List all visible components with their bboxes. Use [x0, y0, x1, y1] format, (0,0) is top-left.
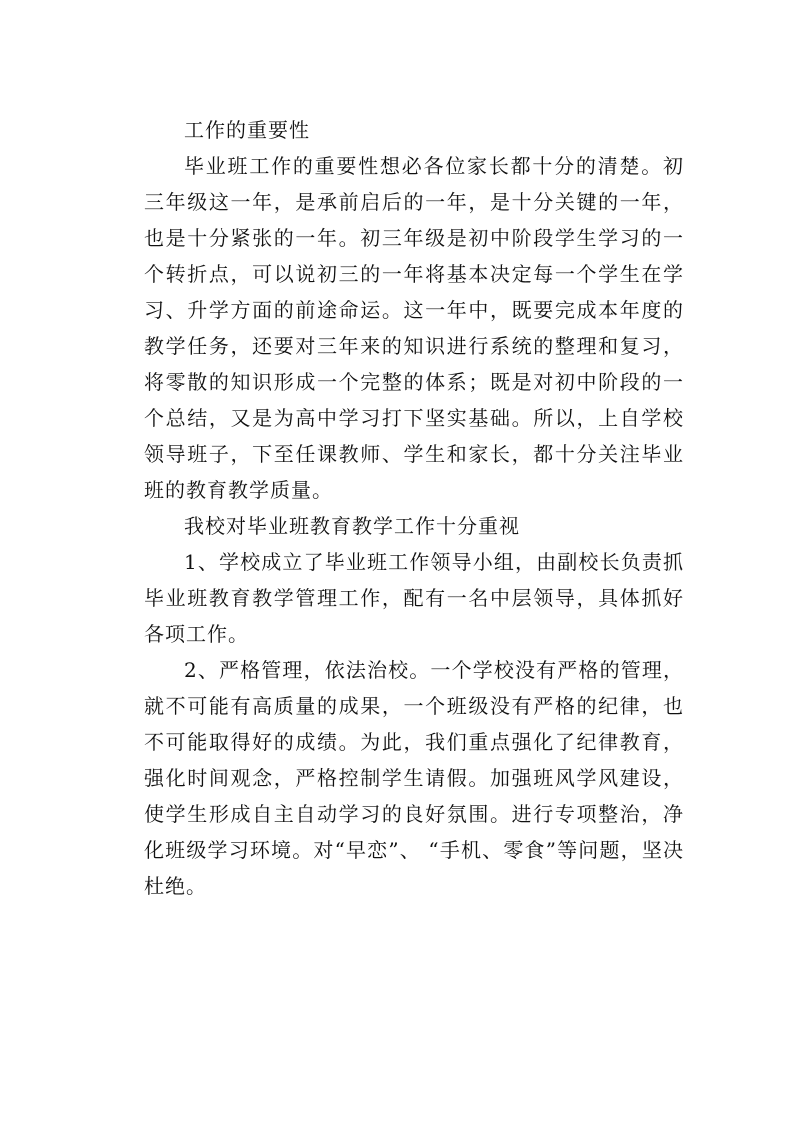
- paragraph-item-1: 1、学校成立了毕业班工作领导小组，由副校长负责抓毕业班教育教学管理工作，配有一名中层领导，具体抓好各项工作。: [144, 550, 684, 646]
- document-body: [144, 112, 684, 904]
- paragraph-item-2: 2、严格管理，依法治校。一个学校没有严格的管理，就不可能有高质量的成果，一个班级没有严格的纪律，也不可能取得好的成绩。为此，我们重点强化了纪律教育，强化时间观念，严格控制学生请假。加强班风学风建设，使学生形成自主自动学习的良好氛围。进行专项整治，净化班级学习环境。对“早恋”、 “手机、零食”等问题，坚决杜绝。: [144, 658, 684, 898]
- section-heading-school-attention: 我校对毕业班教育教学工作十分重视: [184, 514, 520, 538]
- section-heading-importance: 工作的重要性: [184, 118, 310, 142]
- paragraph-importance: 毕业班工作的重要性想必各位家长都十分的清楚。初三年级这一年，是承前启后的一年，是十分关键的一年，也是十分紧张的一年。初三年级是初中阶段学生学习的一个转折点，可以说初三的一年将基本决定每一个学生在学习、升学方面的前途命运。这一年中，既要完成本年度的教学任务，还要对三年来的知识进行系统的整理和复习，将零散的知识形成一个完整的体系；既是对初中阶段的一个总结，又是为高中学习打下坚实基础。所以，上自学校领导班子，下至任课教师、学生和家长，都十分关注毕业班的教育教学质量。: [144, 154, 684, 502]
